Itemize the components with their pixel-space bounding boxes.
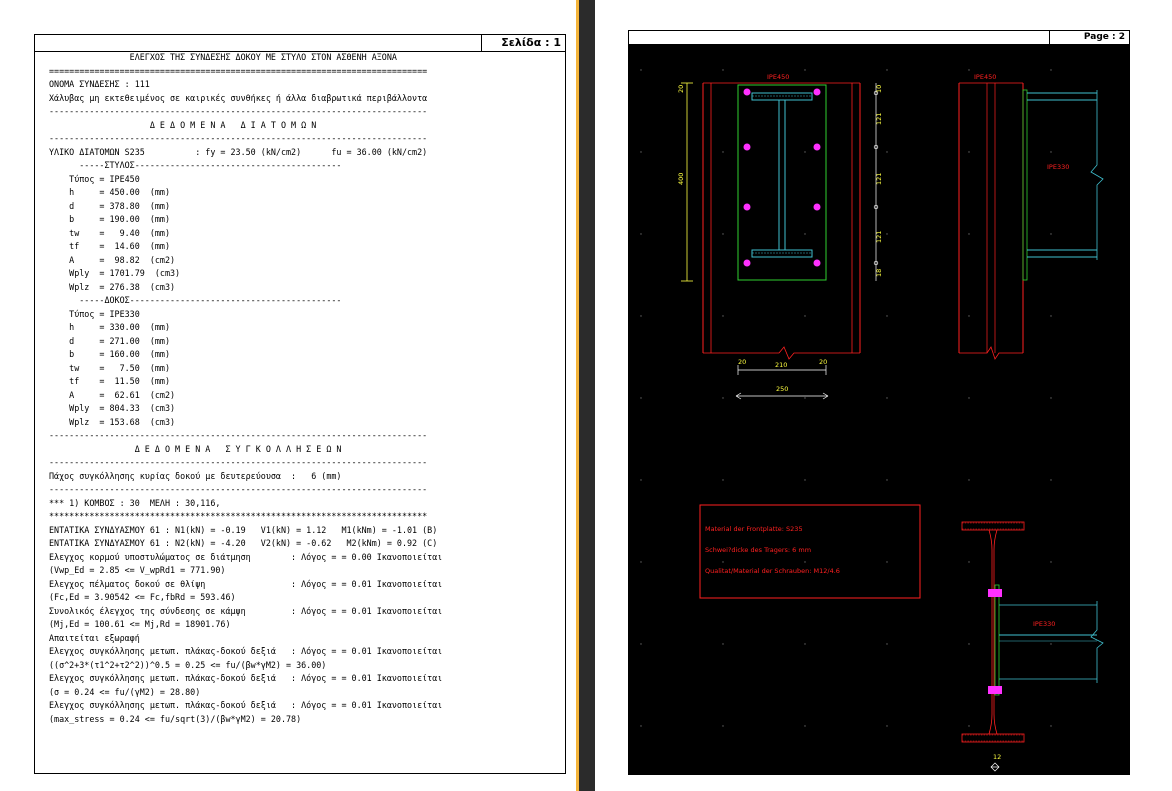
report-line: Wply = 804.33 (cm3) — [49, 403, 176, 413]
report-line: tw = 9.40 (mm) — [49, 227, 171, 238]
report-line: Ελεγχος κορμού υποστυλώματος σε διάτμηση : Λόγος = = 0.00 Ικανοποιείται — [49, 551, 443, 562]
grid-dot — [640, 151, 641, 152]
report-line: A = 98.82 (cm2) — [49, 254, 176, 265]
grid-dot — [804, 151, 805, 152]
report-line: d = 378.80 (mm) — [49, 200, 171, 211]
grid-dot — [1050, 69, 1051, 70]
dim-w-right: 20 — [819, 358, 828, 366]
report-line: Wplz = 276.38 (cm3) — [49, 281, 176, 292]
report-line: Συνολικός έλεγχος της σύνδεσης σε κάμψη : Λόγος = = 0.01 Ικανοποιείται — [49, 605, 443, 616]
report-line: Ελεγχος συγκόλλησης μετωπ. πλάκας-δοκού δεξιά : Λόγος = = 0.01 Ικανοποιείται — [49, 700, 443, 710]
report-line: --------------------------------------------------------------------------- — [49, 133, 428, 143]
grid-dot — [886, 151, 887, 152]
grid-dot — [1050, 725, 1051, 726]
grid-dot — [640, 315, 641, 316]
report-line: ΕΝΤΑΤΙΚΑ ΣΥΝΔΥΑΣΜΟΥ 61 : N2(kN) = -4.20 V2(kN) = -0.62 M2(kNm) = 0.92 (C) — [49, 538, 438, 548]
grid-dot — [804, 561, 805, 562]
grid-dot — [804, 643, 805, 644]
dim-top-right: 10 — [875, 84, 883, 93]
report-line: ΕΝΤΑΤΙΚΑ ΣΥΝΔΥΑΣΜΟΥ 61 : N1(kN) = -0.19 V1(kN) = 1.12 M1(kNm) = -1.01 (B) — [49, 524, 438, 535]
page-2-header — [629, 31, 1129, 45]
grid-dot — [804, 69, 805, 70]
grid-dot — [1050, 397, 1051, 398]
grid-dot — [968, 725, 969, 726]
grid-dot — [804, 397, 805, 398]
page-gap — [579, 0, 595, 791]
grid-dot — [722, 233, 723, 234]
report-line: Ελεγχος συγκόλλησης μετωπ. πλάκας-δοκού δεξιά : Λόγος = = 0.01 Ικανοποιείται — [49, 673, 443, 683]
grid-dot — [722, 315, 723, 316]
section-b-title: IPE450 — [974, 73, 997, 81]
report-line: ΟΝΟΜΑ ΣΥΝΔΕΣΗΣ : 111 — [49, 79, 150, 89]
grid-dot — [722, 479, 723, 480]
page-2-frame — [628, 30, 1130, 775]
beam-label-right: IPE330 — [1047, 163, 1070, 171]
report-line: --------------------------------------------------------------------------- — [49, 106, 428, 116]
grid-dot — [722, 561, 723, 562]
grid-dot — [640, 69, 641, 70]
grid-dot — [640, 233, 641, 234]
grid-dot — [968, 397, 969, 398]
end-plate — [738, 85, 826, 280]
grid-dot — [886, 315, 887, 316]
report-line: Πάχος συγκόλλησης κυρίας δοκού με δευτερεύουσα : 6 (mm) — [49, 470, 342, 481]
report-line: d = 271.00 (mm) — [49, 335, 171, 346]
dim-row-3: 121 — [875, 230, 883, 243]
grid-dot — [640, 643, 641, 644]
grid-dot — [968, 479, 969, 480]
front-view — [677, 73, 883, 399]
cad-drawing — [629, 45, 1129, 774]
beam-section — [752, 93, 812, 257]
report-line: (Mj,Ed = 100.61 <= Mj,Rd = 18901.76) — [49, 619, 231, 629]
grid-dot — [1050, 643, 1051, 644]
report-line: ΥΛΙΚΟ ΔΙΑΤΟΜΩΝ S235 : fy = 23.50 (kN/cm2) fu = 36.00 (kN/cm2) — [49, 146, 428, 157]
report-line: Δ Ε Δ Ο Μ Ε Ν Α Σ Υ Γ Κ Ο Λ Λ Η Σ Ε Ω Ν — [49, 443, 342, 454]
report-line: Τύπος = IPE330 — [49, 308, 140, 319]
grid-dot — [722, 69, 723, 70]
grid-dot — [1050, 479, 1051, 480]
report-line: Wplz = 153.68 (cm3) — [49, 416, 176, 427]
beam-label-bottom: IPE330 — [1033, 620, 1056, 628]
report-line: -----ΔΟΚΟΣ------------------------------------------ — [49, 295, 342, 305]
report-line: (max_stress = 0.24 <= fu/sqrt(3)/(βw*γM2) = 20.78) — [49, 713, 302, 724]
report-line: Δ Ε Δ Ο Μ Ε Ν Α Δ Ι Α Τ Ο Μ Ω Ν — [49, 119, 317, 130]
dim-w-left: 20 — [738, 358, 747, 366]
dim-top-left: 20 — [677, 84, 685, 93]
report-line: --------------------------------------------------------------------------- — [49, 430, 428, 440]
grid-dot — [968, 151, 969, 152]
grid-dot — [722, 397, 723, 398]
report-line: -----ΣΤΥΛΟΣ----------------------------------------- — [49, 160, 342, 170]
note-2: Schwei?dicke des Tragers: 6 mm — [705, 546, 812, 554]
column-break — [703, 347, 860, 359]
grid-dot — [1050, 561, 1051, 562]
report-line: h = 330.00 (mm) — [49, 322, 171, 332]
report-line: --------------------------------------------------------------------------- — [49, 457, 428, 467]
note-1: Material der Frontplatte: S235 — [705, 525, 803, 533]
grid-dots — [640, 69, 1051, 726]
grid-dot — [722, 643, 723, 644]
report-line: Wply = 1701.79 (cm3) — [49, 268, 181, 278]
grid-dot — [640, 479, 641, 480]
grid-dot — [1050, 315, 1051, 316]
report-line: ΕΛΕΓΧΟΣ ΤΗΣ ΣΥΝΔΕΣΗΣ ΔΟΚΟΥ ΜΕ ΣΤΥΛΟ ΣΤΟΝ ΑΣΘΕΝΗ ΑΞΟΝΑ — [49, 52, 397, 62]
report-line: Απαιτείται εξωραφή — [49, 632, 140, 643]
report-line: Τύπος = IPE450 — [49, 173, 140, 184]
grid-dot — [804, 233, 805, 234]
report-line: --------------------------------------------------------------------------- — [49, 484, 428, 494]
grid-dot — [804, 479, 805, 480]
report-line: h = 450.00 (mm) — [49, 187, 171, 197]
grid-dot — [968, 69, 969, 70]
note-3: Qualitat/Material der Schrauben: M12/4.6 — [705, 567, 840, 575]
weld-detail — [962, 522, 1103, 771]
report-line: tf = 14.60 (mm) — [49, 241, 171, 251]
report-line: Ελεγχος πέλματος δοκού σε θλίψη : Λόγος = = 0.01 Ικανοποιείται — [49, 578, 443, 589]
grid-dot — [886, 69, 887, 70]
grid-dot — [722, 725, 723, 726]
grid-dot — [640, 561, 641, 562]
report-line: A = 62.61 (cm2) — [49, 389, 176, 400]
grid-dot — [968, 233, 969, 234]
dim-total-label: 250 — [776, 385, 789, 393]
report-line: Ελεγχος συγκόλλησης μετωπ. πλάκας-δοκού δεξιά : Λόγος = = 0.01 Ικανοποιείται — [49, 646, 443, 656]
grid-dot — [640, 397, 641, 398]
report-line: b = 190.00 (mm) — [49, 214, 171, 224]
grid-dot — [722, 151, 723, 152]
report-line: (σ = 0.24 <= fu/(γM2) = 28.80) — [49, 686, 201, 697]
dim-height-label: 400 — [677, 172, 685, 185]
page-1-header — [35, 35, 565, 52]
dim-row-2: 121 — [875, 172, 883, 185]
grid-dot — [1050, 151, 1051, 152]
grid-dot — [968, 315, 969, 316]
grid-dot — [640, 725, 641, 726]
grid-dot — [804, 315, 805, 316]
page-2-number: Page : 2 — [1049, 31, 1129, 44]
grid-dot — [886, 233, 887, 234]
dim-bottom-right: 18 — [875, 268, 883, 277]
report-line: =========================================================================== — [49, 65, 428, 76]
grid-dot — [968, 643, 969, 644]
grid-dot — [968, 561, 969, 562]
report-text — [49, 52, 563, 752]
report-line: tw = 7.50 (mm) — [49, 362, 171, 373]
page-1 — [0, 0, 576, 791]
report-line: (Fc,Ed = 3.90542 <= Fc,fbRd = 593.46) — [49, 592, 236, 602]
report-line: b = 160.00 (mm) — [49, 349, 171, 359]
report-line: Χάλυβας μη εκτεθειμένος σε καιρικές συνθήκες ή άλλα διαβρωτικά περιβάλλοντα — [49, 92, 428, 103]
dim-row-1: 121 — [875, 112, 883, 125]
notes-box — [700, 505, 920, 598]
page-1-frame — [34, 34, 566, 774]
grid-dot — [886, 725, 887, 726]
bolts-front — [744, 89, 821, 267]
report-line: *************************************************************************** — [49, 511, 428, 521]
report-line: tf = 11.50 (mm) — [49, 376, 171, 386]
dim-w-mid: 210 — [775, 361, 788, 369]
side-view — [959, 73, 1103, 359]
grid-dot — [886, 643, 887, 644]
page-1-number: Σελίδα : 1 — [481, 35, 565, 51]
grid-dot — [1050, 233, 1051, 234]
section-a-title: IPE450 — [767, 73, 790, 81]
grid-dot — [804, 725, 805, 726]
weld-size-label: 12 — [993, 753, 1002, 761]
grid-dot — [886, 397, 887, 398]
grid-dot — [886, 561, 887, 562]
report-line: *** 1) ΚΟΜΒΟΣ : 30 ΜΕΛΗ : 30,116, — [49, 497, 221, 508]
grid-dot — [886, 479, 887, 480]
report-line: (Vwp_Ed = 2.85 <= V_wpRd1 = 771.90) — [49, 565, 226, 575]
report-line: ((σ^2+3*(τ1^2+τ2^2))^0.5 = 0.25 <= fu/(βw*γM2) = 36.00) — [49, 659, 327, 670]
